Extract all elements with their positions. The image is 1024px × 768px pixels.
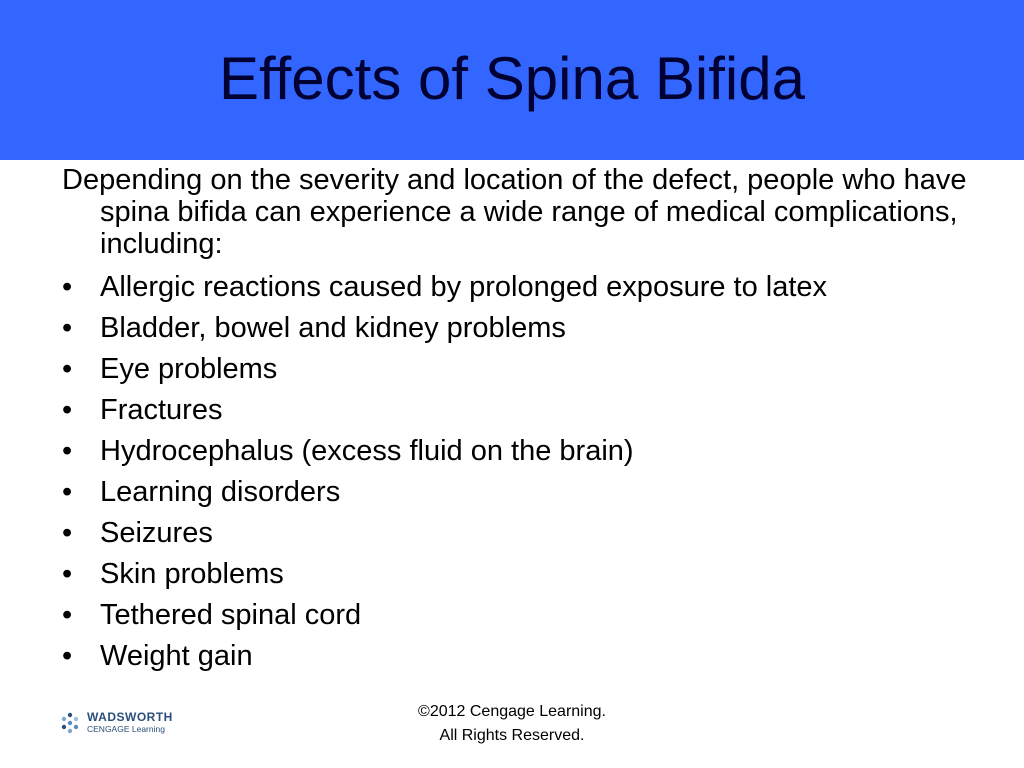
cengage-logo-icon bbox=[60, 711, 84, 735]
slide-body bbox=[62, 164, 992, 677]
list-item bbox=[62, 636, 992, 677]
bullet-icon: • bbox=[62, 599, 73, 631]
list-item-text: Allergic reactions caused by prolonged exposure to latex bbox=[100, 271, 828, 303]
list-item bbox=[62, 308, 992, 349]
bullet-icon: • bbox=[62, 435, 73, 467]
list-item bbox=[62, 267, 992, 308]
logo-wordmark: WADSWORTH bbox=[87, 710, 173, 724]
copyright-notice bbox=[340, 700, 684, 748]
list-item bbox=[62, 431, 992, 472]
list-item-text: Seizures bbox=[100, 517, 213, 549]
complications-list bbox=[62, 267, 992, 677]
list-item bbox=[62, 472, 992, 513]
title-bar bbox=[0, 0, 1024, 160]
bullet-icon: • bbox=[62, 312, 73, 344]
logo-subtitle: CENGAGE Learning bbox=[87, 724, 165, 734]
bullet-icon: • bbox=[62, 394, 73, 426]
list-item-text: Fractures bbox=[100, 394, 223, 426]
list-item-text: Eye problems bbox=[100, 353, 278, 385]
list-item-text: Weight gain bbox=[100, 640, 253, 672]
copyright-line-2: All Rights Reserved. bbox=[439, 727, 585, 744]
list-item bbox=[62, 513, 992, 554]
list-item-text: Bladder, bowel and kidney problems bbox=[100, 312, 566, 344]
bullet-icon: • bbox=[62, 271, 73, 303]
list-item-text: Skin problems bbox=[100, 558, 284, 590]
intro-paragraph: Depending on the severity and location of the defect, people who have spina bifida can experience a wide range of medical complications, including: bbox=[62, 164, 967, 260]
slide-title: Effects of Spina Bifida bbox=[219, 45, 805, 112]
list-item bbox=[62, 554, 992, 595]
bullet-icon: • bbox=[62, 558, 73, 590]
copyright-line-1: ©2012 Cengage Learning. bbox=[418, 703, 606, 720]
bullet-icon: • bbox=[62, 476, 73, 508]
bullet-icon: • bbox=[62, 353, 73, 385]
wadsworth-cengage-logo bbox=[60, 709, 190, 737]
list-item-text: Hydrocephalus (excess fluid on the brain) bbox=[100, 435, 634, 467]
list-item bbox=[62, 349, 992, 390]
list-item-text: Tethered spinal cord bbox=[100, 599, 362, 631]
list-item-text: Learning disorders bbox=[100, 476, 341, 508]
bullet-icon: • bbox=[62, 640, 73, 672]
list-item bbox=[62, 595, 992, 636]
list-item bbox=[62, 390, 992, 431]
bullet-icon: • bbox=[62, 517, 73, 549]
